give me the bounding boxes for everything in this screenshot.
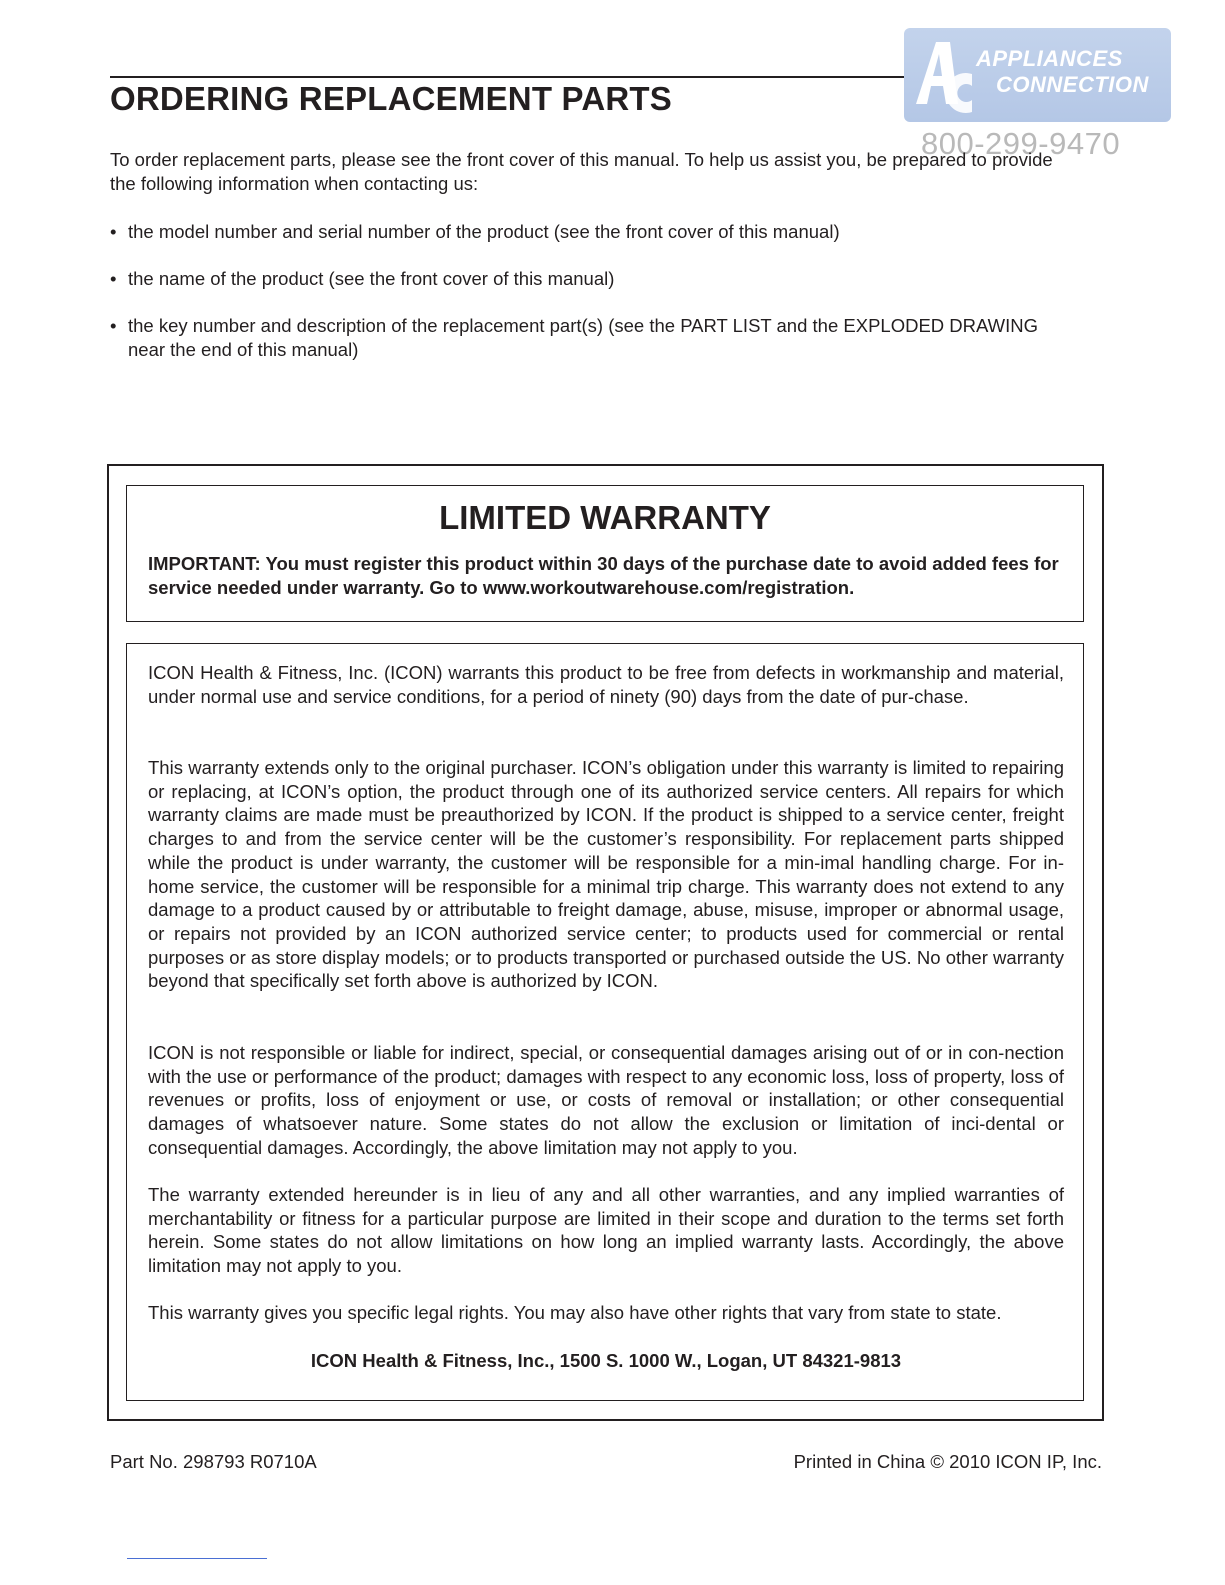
warranty-paragraph: ICON is not responsible or liable for indirect, special, or consequential damages arising out of or in con-nection with the use or performance of the product; damages with respect to any economic loss, loss of property, loss of revenues or profits, loss of enjoyment or use, or costs of removal or installation; or other consequential damages of whatsoever nature. Some states do not allow the exclusion or limitation of inci-dental or consequential damages. Accordingly, the above limitation may not apply to you. — [148, 1042, 1064, 1158]
intro-paragraph: To order replacement parts, please see the front cover of this manual. To help us assist you, be prepared to provide the following information when contacting us: — [110, 149, 1053, 194]
bullet-icon: • — [110, 315, 117, 336]
ac-logo-icon — [912, 34, 974, 116]
list-item — [110, 220, 1070, 244]
warranty-paragraph: This warranty gives you specific legal rights. You may also have other rights that vary from state to state. — [148, 1302, 1002, 1323]
info-bullet-list — [110, 220, 1070, 385]
list-item — [110, 314, 1070, 362]
printed-notice: Printed in China © 2010 ICON IP, Inc. — [793, 1451, 1102, 1472]
bullet-icon: • — [110, 268, 117, 289]
list-item-text: the model number and serial number of the product (see the front cover of this manual) — [128, 221, 840, 242]
list-item-text: the key number and description of the replacement part(s) (see the PART LIST and the EXPLODED DRAWING near the end of this manual) — [128, 315, 1039, 360]
company-address: ICON Health & Fitness, Inc., 1500 S. 1000 W., Logan, UT 84321-9813 — [310, 1350, 902, 1371]
warranty-header-box — [126, 485, 1084, 622]
warranty-paragraph: This warranty extends only to the original purchaser. ICON’s obligation under this warranty is limited to repairing or replacing, at ICON’s option, the product through one of its authorized service centers. All repairs for which warranty claims are made must be preauthorized by ICON. If the product is shipped to a service center, freight charges to and from the service center will be the customer’s responsibility. For replacement parts shipped while the product is under warranty, the customer will be responsible for a min-imal handling charge. For in-home service, the customer will be responsible for a minimal trip charge. This warranty does not extend to any damage to a product caused by or attributable to freight damage, abuse, misuse, improper or abnormal usage, or repairs not provided by an ICON authorized service center; to products used for commercial or rental purposes or as store display models; or to products transported or purchased outside the US. No other warranty beyond that specifically set forth above is authorized by ICON. — [148, 757, 1064, 992]
part-number: Part No. 298793 R0710A — [110, 1451, 317, 1472]
page-title: ORDERING REPLACEMENT PARTS — [110, 80, 672, 117]
warranty-terms-box — [126, 643, 1084, 1401]
phone-watermark: 800-299-9470 — [921, 126, 1121, 161]
underline-divider — [127, 1558, 267, 1559]
warranty-title: LIMITED WARRANTY — [439, 499, 771, 536]
bullet-icon: • — [110, 221, 117, 242]
list-item-text: the name of the product (see the front cover of this manual) — [128, 268, 615, 289]
warranty-paragraph: ICON Health & Fitness, Inc. (ICON) warrants this product to be free from defects in workmanship and material, under normal use and service conditions, for a period of ninety (90) days from the date of pur-chase. — [148, 662, 1064, 707]
registration-notice: IMPORTANT: You must register this product within 30 days of the purchase date to avoid added fees for service needed under warranty. Go to www.workoutwarehouse.com/registration. — [148, 553, 1059, 598]
logo-line-2: CONNECTION — [996, 72, 1149, 97]
list-item — [110, 267, 1070, 291]
appliances-connection-logo — [904, 28, 1171, 122]
warranty-paragraph: The warranty extended hereunder is in lieu of any and all other warranties, and any implied warranties of merchantability or fitness for a particular purpose are limited in their scope and duration to the terms set forth herein. Some states do not allow limitations on how long an implied warranty lasts. Accordingly, the above limitation may not apply to you. — [148, 1184, 1064, 1277]
logo-line-1: APPLIANCES — [976, 46, 1123, 71]
